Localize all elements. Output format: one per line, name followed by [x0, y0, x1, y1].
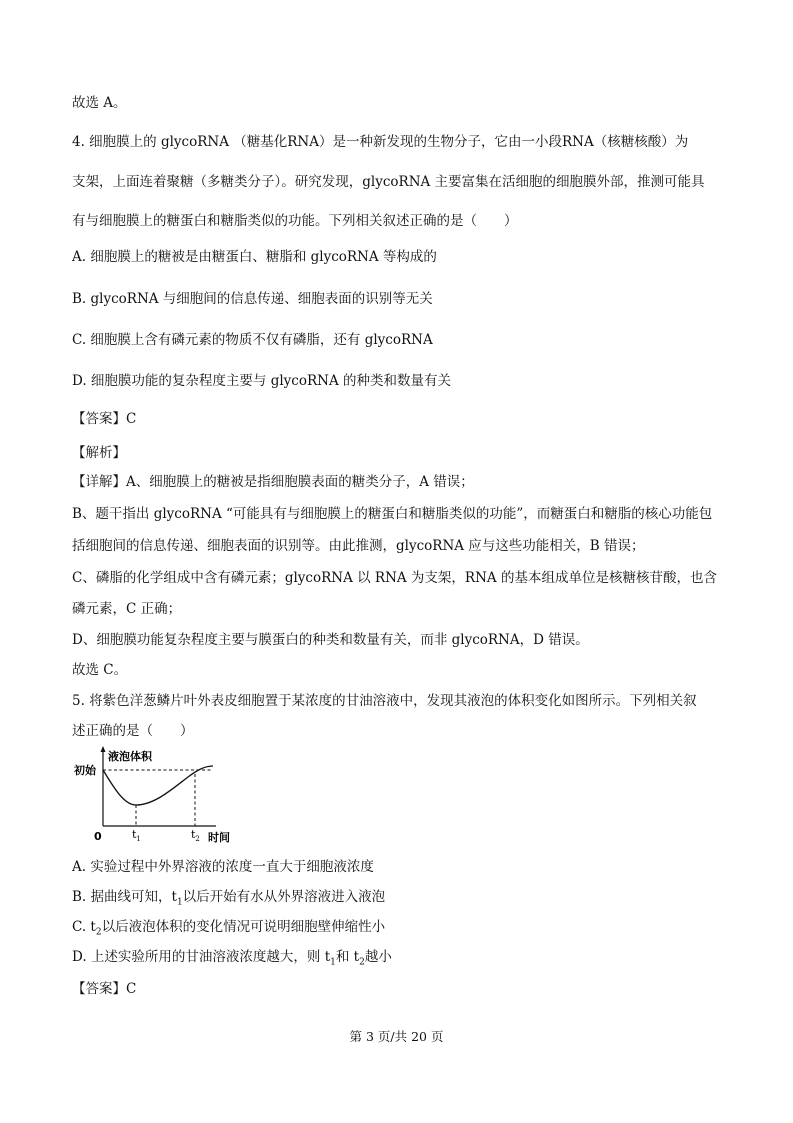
option-a: A. 实验过程中外界溶液的浓度一直大于细胞液浓度 [72, 859, 374, 875]
answer-label: 【答案】C [72, 981, 137, 997]
volume-curve [103, 766, 213, 805]
t2-label: $t_2$ [191, 828, 200, 843]
initial-label: 初始 [74, 764, 96, 777]
question-5-stem: 5. 将紫色洋葱鳞片叶外表皮细胞置于某浓度的甘油溶液中，发现其液泡的体积变化如图所示。下列相关叙 [72, 693, 697, 709]
question-5-stem: 述正确的是（ ） [72, 723, 194, 739]
explanation-line: B、题干指出 glycoRNA “可能具有与细胞膜上的糖蛋白和糖脂类似的功能”，而糖蛋白和糖脂的核心功能包 [72, 506, 713, 522]
question-4-stem: 有与细胞膜上的糖蛋白和糖脂类似的功能。下列相关叙述正确的是（ ） [72, 213, 518, 229]
explanation-line: 【详解】A、细胞膜上的糖被是指细胞膜表面的糖类分子，A 错误； [72, 474, 474, 490]
x-axis-label: 时间 [208, 831, 230, 844]
vacuole-volume-curve [74, 744, 256, 844]
explanation-line: 故选 C。 [72, 662, 128, 678]
explanation-line: D、细胞膜功能复杂程度主要与膜蛋白的种类和数量有关，而非 glycoRNA，D 错误。 [72, 632, 589, 648]
option-c: C. 细胞膜上含有磷元素的物质不仅有磷脂，还有 glycoRNA [72, 332, 433, 348]
option-c: C. $t_2$以后液泡体积的变化情况可说明细胞壁伸缩性小 [72, 919, 386, 938]
explanation-line: 磷元素，C 正确； [72, 601, 182, 617]
option-a: A. 细胞膜上的糖被是由糖蛋白、糖脂和 glycoRNA 等构成的 [72, 249, 437, 265]
explanation-line: C、磷脂的化学组成中含有磷元素；glycoRNA 以 RNA 为支架，RNA 的基本组成单位是核糖核苷酸，也含 [72, 570, 717, 586]
question-4-stem: 4. 细胞膜上的 glycoRNA （糖基化RNA）是一种新发现的生物分子，它由一小段RNA（核糖核酸）为 [72, 134, 689, 150]
analysis-label: 【解析】 [72, 445, 126, 461]
explanation-line: 括细胞间的信息传递、细胞表面的识别等。由此推测，glycoRNA 应与这些功能相关，B 错误； [72, 538, 645, 554]
option-d: D. 细胞膜功能的复杂程度主要与 glycoRNA 的种类和数量有关 [72, 373, 452, 389]
y-axis-arrow [101, 746, 106, 752]
question-4-stem: 支架，上面连着聚糖（多糖类分子）。研究发现，glycoRNA 主要富集在活细胞的细胞膜外部，推测可能具 [72, 174, 705, 190]
text-line: 故选 A。 [72, 95, 127, 111]
option-b: B. glycoRNA 与细胞间的信息传递、细胞表面的识别等无关 [72, 291, 433, 307]
page-footer: 第 3 页/共 20 页 [349, 1029, 444, 1044]
option-d: D. 上述实验所用的甘油溶液浓度越大，则 $t_1$和 $t_2$越小 [72, 949, 392, 968]
origin-label: 0 [94, 830, 102, 843]
t1-label: $t_1$ [132, 828, 141, 843]
answer-label: 【答案】C [72, 411, 137, 427]
y-axis-label: 液泡体积 [108, 750, 152, 763]
option-b: B. 据曲线可知，$t_1$以后开始有水从外界溶液进入液泡 [72, 889, 386, 908]
